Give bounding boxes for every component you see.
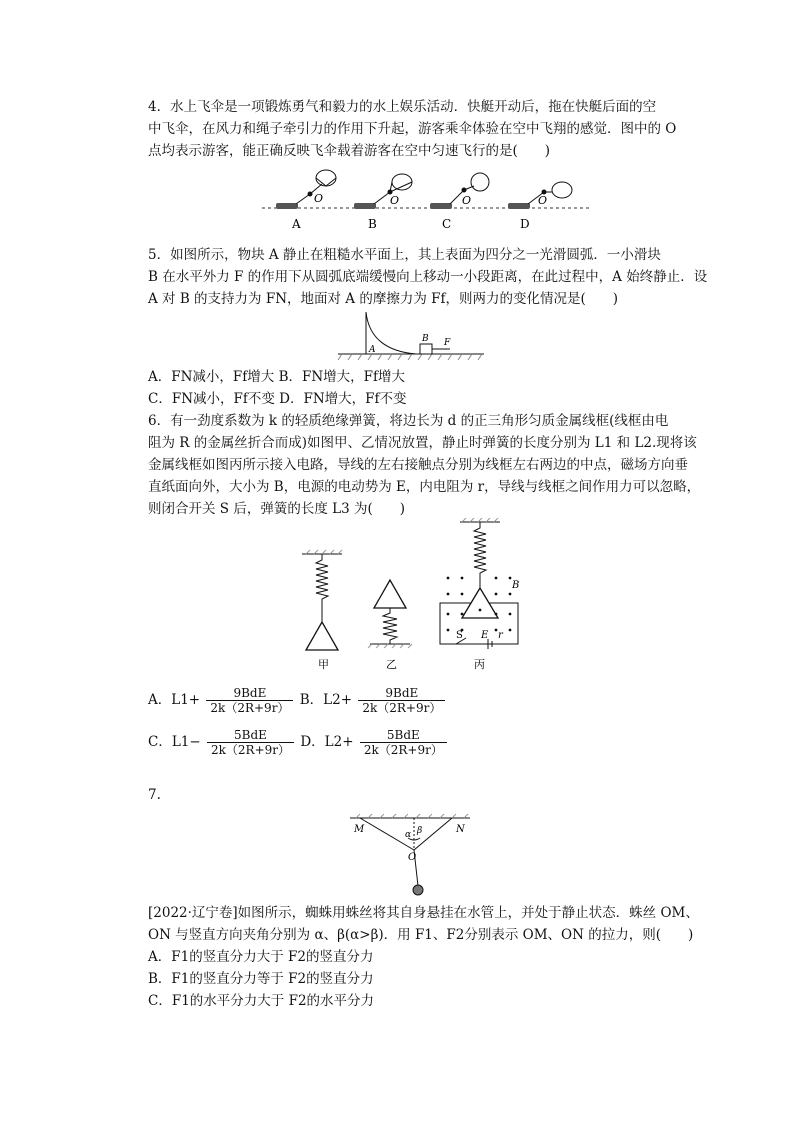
q4-figure-parasail <box>262 168 592 234</box>
q6-label-bing: 丙 <box>474 658 485 671</box>
q4-label-b: B <box>368 217 377 231</box>
q7-line1: [2022·辽宁卷]如图所示，蜘蛛用蛛丝将其自身悬挂在水管上，并处于静止状态．蛛丝 OM、 <box>148 905 699 921</box>
q7-option-b: B．F1的竖直分力等于 F2的竖直分力 <box>148 971 374 987</box>
q6-figure-jia <box>302 550 342 671</box>
q5-label-f: F <box>444 338 451 348</box>
q5-label-b: B <box>422 334 429 344</box>
q6-figure-bing <box>440 518 519 671</box>
q7-option-c: C．F1的水平分力大于 F2的水平分力 <box>148 993 375 1009</box>
q6-line1: 6．有一劲度系数为 k 的轻质绝缘弹簧，将边长为 d 的正三角形匀质金属线框(线框由电 <box>148 413 669 429</box>
q7-label-m: M <box>354 824 365 835</box>
q5-label-a: A <box>369 345 376 355</box>
q6-options-cd <box>148 722 449 762</box>
q6-label-r: r <box>498 630 503 641</box>
q7-figure-spider <box>346 814 476 898</box>
q4-option-a-figure <box>276 170 336 231</box>
q7-option-a: A．F1的竖直分力大于 F2的竖直分力 <box>148 949 374 965</box>
q6-line2: 阻为 R 的金属丝折合而成)如图甲、乙情况放置，静止时弹簧的长度分别为 L1 和 L2.现将该 <box>148 435 697 451</box>
q4-option-d-figure <box>508 182 572 231</box>
q7-label-beta: β <box>417 826 423 836</box>
svg-text:O: O <box>462 194 472 207</box>
q4-option-c-figure <box>430 173 489 231</box>
q7-label-alpha: α <box>405 830 412 840</box>
q5-options-cd: C．FN减小，Ff不变 D．FN增大，Ff不变 <box>148 391 407 407</box>
q4-option-b-figure <box>354 174 412 231</box>
q7-number: 7. <box>148 787 161 803</box>
q7-label-n: N <box>456 824 465 835</box>
q7-label-o: O <box>408 852 417 863</box>
q6-option-c-prefix: C．L1− <box>148 734 201 750</box>
q4-label-a: A <box>292 217 301 231</box>
q6-label-e: E <box>481 630 489 641</box>
q5-line1: 5．如图所示，物块 A 静止在粗糙水平面上，其上表面为四分之一光滑圆弧．一小滑块 <box>148 247 661 263</box>
q7-line2: ON 与竖直方向夹角分别为 α、β(α>β)．用 F1、F2分别表示 OM、ON 的拉力，则( ) <box>148 927 694 943</box>
q4-line2: 中飞伞，在风力和绳子牵引力的作用下升起，游客乘伞体验在空中飞翔的感觉．图中的 O <box>148 121 677 137</box>
q5-options-ab: A．FN减小，Ff增大 B．FN增大，Ff增大 <box>148 369 406 385</box>
q6-option-c-fraction: $\frac{\text{5BdE}}{2k(2R+9r)}$ <box>207 728 294 757</box>
q5-figure-block-arc <box>336 310 486 362</box>
q6-label-b: B <box>512 580 520 591</box>
q6-option-a-prefix: A．L1+ <box>148 692 201 708</box>
q6-option-a-fraction: $\frac{\text{9BdE}}{2k(2R+9r)}$ <box>206 686 293 715</box>
q6-figure-springs <box>290 518 530 674</box>
q6-line4: 直纸面向外，大小为 B，电源的电动势为 E，内电阻为 r，导线与线框之间作用力可以忽略， <box>148 479 701 495</box>
q6-option-b-fraction: $\frac{\text{9BdE}}{2k(2R+9r)}$ <box>358 686 445 715</box>
q6-label-yi: 乙 <box>386 658 397 671</box>
q6-line5: 则闭合开关 S 后，弹簧的长度 L3 为( ) <box>148 501 406 517</box>
q4-line3: 点均表示游客，能正确反映飞伞载着游客在空中匀速飞行的是( ) <box>148 143 551 159</box>
q6-line3: 金属线框如图丙所示接入电路，导线的左右接触点分别为线框左右两边的中点，磁场方向垂 <box>148 457 688 473</box>
q6-figure-yi <box>368 580 412 671</box>
q6-option-b-prefix: B．L2+ <box>299 692 353 708</box>
q6-label-jia: 甲 <box>318 658 329 671</box>
q4-point-o-a: O <box>314 192 324 205</box>
svg-text:O: O <box>390 194 400 207</box>
q5-line2: B 在水平外力 F 的作用下从圆弧底端缓慢向上移动一小段距离，在此过程中，A 始终静止．设 <box>148 269 708 285</box>
q6-option-d-fraction: $\frac{\text{5BdE}}{2k(2R+9r)}$ <box>360 728 447 757</box>
q6-option-d-prefix: D．L2+ <box>300 734 354 750</box>
q6-label-s: S <box>456 630 463 641</box>
q4-line1: 4．水上飞伞是一项锻炼勇气和毅力的水上娱乐活动．快艇开动后，拖在快艇后面的空 <box>148 99 657 115</box>
svg-text:O: O <box>538 194 548 207</box>
q5-line3: A 对 B 的支持力为 FN，地面对 A 的摩擦力为 Ff，则两力的变化情况是( ) <box>148 291 619 307</box>
q6-options-ab <box>148 680 447 720</box>
q4-label-c: C <box>442 217 452 231</box>
q4-label-d: D <box>520 217 530 231</box>
